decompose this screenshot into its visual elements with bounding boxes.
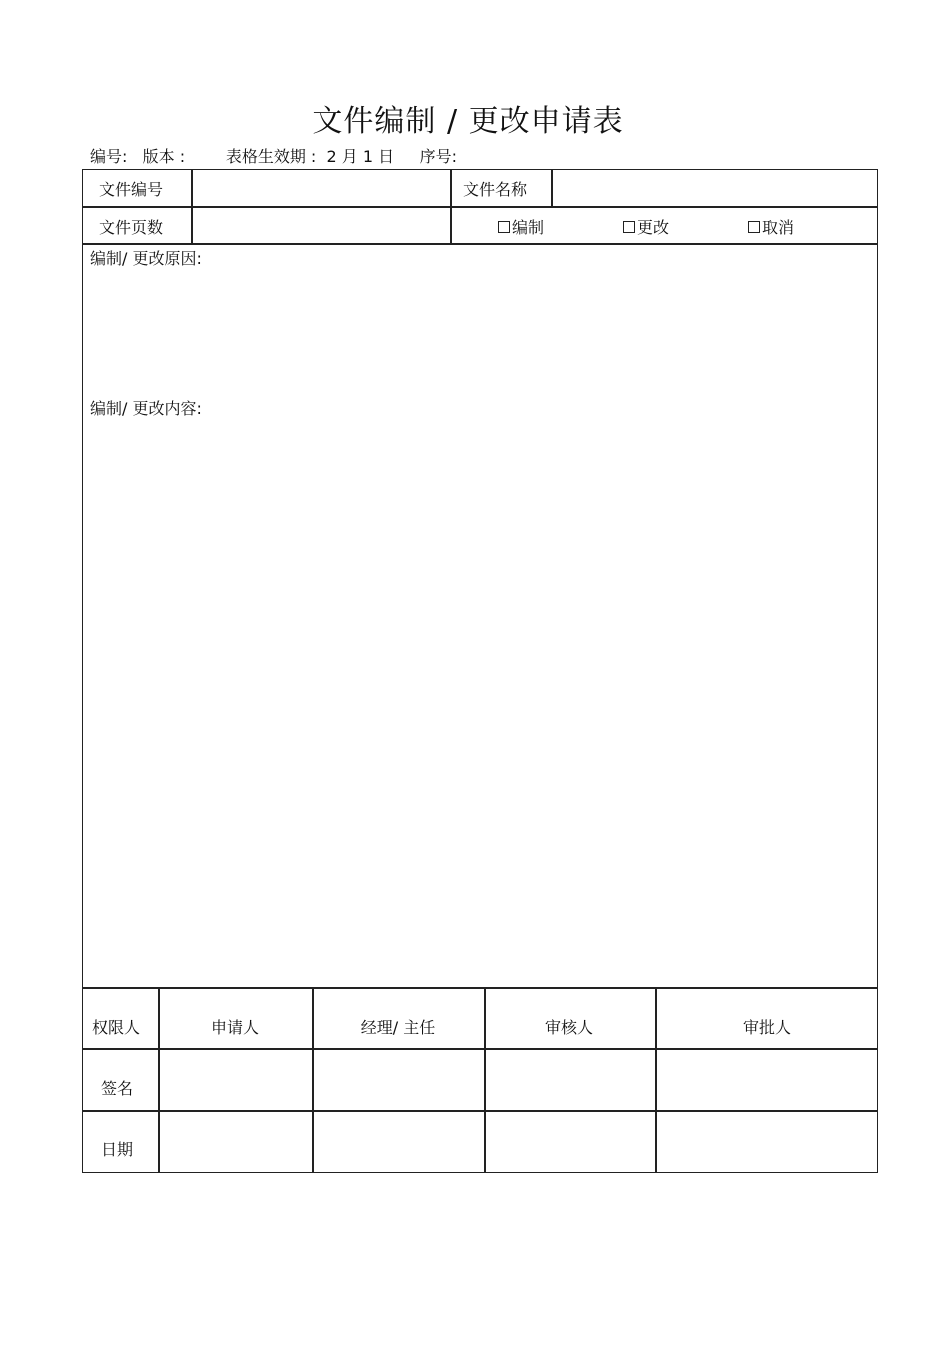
top-col-divider-1 [191,170,193,244]
manager-signature-field[interactable] [316,1052,482,1107]
bottom-col-divider-2 [312,987,314,1173]
effective-date-value: 2 月 1 日 [326,147,395,166]
row2-divider [83,243,877,245]
applicant-header: 申请人 [210,1018,260,1037]
row1-divider [83,206,877,208]
change-option-label: 更改 [637,218,670,237]
version-label: 版本 : [142,147,186,166]
content-bottom-divider [83,987,877,989]
meta-line [90,144,457,167]
effective-date-label: 表格生效期 : [225,147,317,166]
header-row-divider [83,1048,877,1050]
compile-option-label: 编制 [512,218,545,237]
bottom-col-divider-1 [158,987,160,1173]
date-row-label: 日期 [101,1140,134,1159]
signature-row-label: 签名 [101,1079,134,1098]
option-change[interactable] [623,215,669,238]
approver-signature-field[interactable] [659,1052,873,1107]
top-col-divider-3 [551,170,553,207]
option-cancel[interactable] [748,215,794,238]
page-title: 文件编制 / 更改申请表 [312,104,624,139]
sign-row-divider [83,1110,877,1112]
approver-header: 审批人 [742,1018,792,1037]
approver-date-field[interactable] [659,1114,873,1169]
reviewer-header: 审核人 [544,1018,594,1037]
top-col-divider-2 [450,170,452,244]
doc-name-label: 文件名称 [463,180,528,199]
bottom-col-divider-3 [484,987,486,1173]
application-form [82,169,878,1173]
doc-number-label: 文件编号 [99,180,164,199]
cancel-option-label: 取消 [762,218,795,237]
doc-pages-field[interactable] [195,209,445,241]
reason-label: 编制/ 更改原因: [90,249,202,268]
doc-number-field[interactable] [195,172,445,204]
reason-field[interactable] [90,270,870,390]
content-label: 编制/ 更改内容: [90,399,202,418]
manager-header: 经理/ 主任 [360,1018,436,1037]
cancel-checkbox[interactable] [748,221,760,233]
number-label: 编号: [90,147,128,166]
sequence-label: 序号: [419,147,457,166]
reviewer-signature-field[interactable] [488,1052,653,1107]
manager-date-field[interactable] [316,1114,482,1169]
reviewer-date-field[interactable] [488,1114,653,1169]
change-checkbox[interactable] [623,221,635,233]
doc-pages-label: 文件页数 [99,218,164,237]
compile-checkbox[interactable] [498,221,510,233]
doc-name-field[interactable] [555,172,873,204]
content-field[interactable] [90,420,870,980]
applicant-date-field[interactable] [162,1114,310,1169]
applicant-signature-field[interactable] [162,1052,310,1107]
option-compile[interactable] [498,215,544,238]
bottom-col-divider-4 [655,987,657,1173]
authority-header: 权限人 [92,1018,141,1037]
